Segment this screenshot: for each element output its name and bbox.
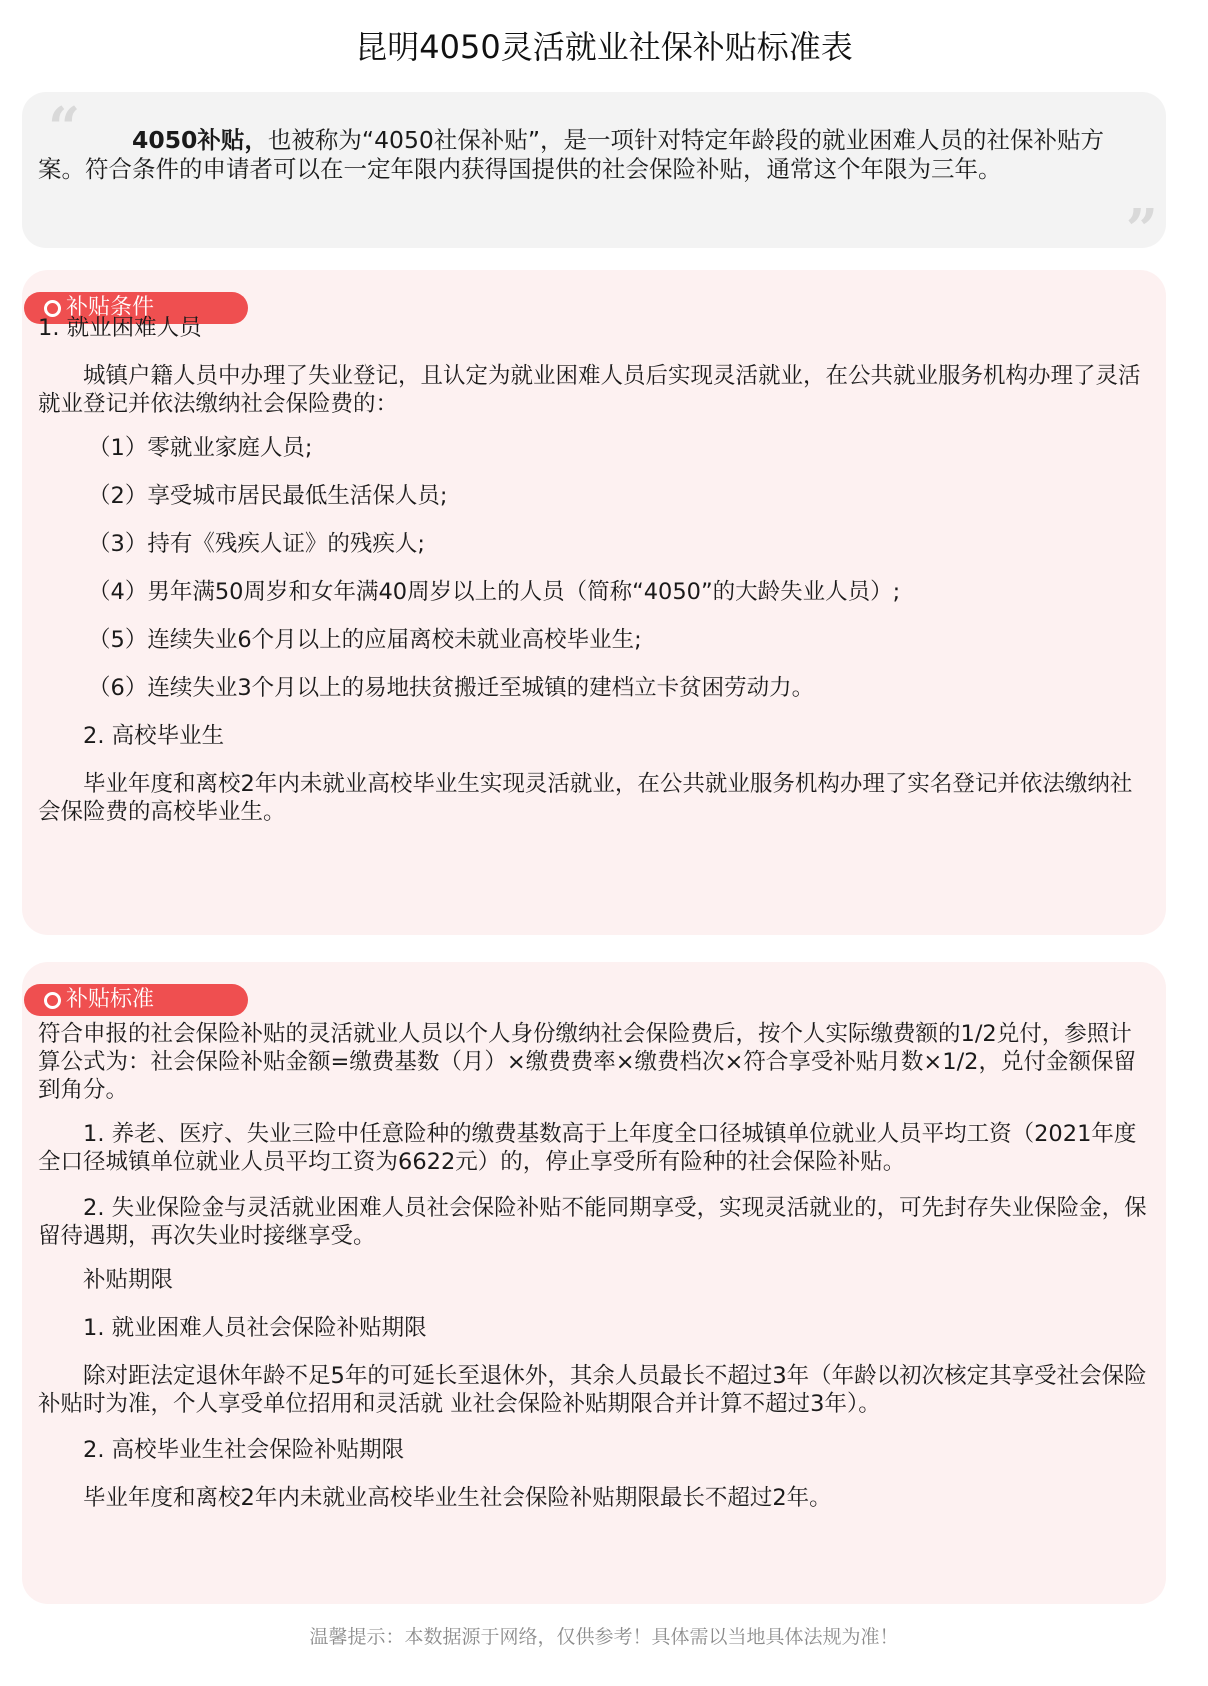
footer-note: 温馨提示：本数据源于网络，仅供参考！具体需以当地具体法规为准！: [309, 1626, 899, 1648]
standards-rule-1: 1. 养老、医疗、失业三险中任意险种的缴费基数高于上年度全口径城镇单位就业人员平均工资（2021年度全口径城镇单位就业人员平均工资为6622元）的，停止享受所有险种的社会保险补贴。: [38, 1121, 1137, 1175]
page-title: 昆明4050灵活就业社保补贴标准表: [355, 28, 853, 66]
conditions-section: [22, 270, 1166, 935]
close-quote-icon: ”: [1125, 197, 1158, 263]
standards-intro: 符合申报的社会保险补贴的灵活就业人员以个人身份缴纳社会保险费后，按个人实际缴费额的1/2兑付，参照计算公式为：社会保险补贴金额=缴费基数（月）×缴费费率×缴费档次×符合享受补贴月数×1/2，兑付金额保留到角分。: [38, 1021, 1136, 1103]
period-item-1: 1. 就业困难人员社会保险补贴期限: [83, 1315, 427, 1341]
standards-rule-2: 2. 失业保险金与灵活就业困难人员社会保险补贴不能同期享受，实现灵活就业的，可先封存失业保险金，保留待遇期，再次失业时接继享受。: [38, 1195, 1147, 1249]
condition-item-1-desc: 城镇户籍人员中办理了失业登记，且认定为就业困难人员后实现灵活就业，在公共就业服务机构办理了灵活就业登记并依法缴纳社会保险费的：: [38, 363, 1141, 417]
period-item-2: 2. 高校毕业生社会保险补贴期限: [83, 1437, 405, 1463]
period-heading: 补贴期限: [83, 1267, 174, 1293]
intro-bold: 4050补贴，: [132, 126, 268, 154]
condition-item-2: 2. 高校毕业生: [83, 723, 225, 749]
condition-sub-4: （4）男年满50周岁和女年满40周岁以上的人员（简称“4050”的大龄失业人员）;: [88, 579, 901, 605]
condition-item-1: 1. 就业困难人员: [38, 315, 202, 341]
condition-sub-1: （1）零就业家庭人员;: [88, 435, 313, 461]
standards-section: [22, 962, 1166, 1604]
conditions-heading: 补贴条件: [66, 295, 155, 320]
condition-sub-3: （3）持有《残疾人证》的残疾人;: [88, 531, 425, 557]
circle-icon: [44, 992, 61, 1009]
condition-sub-6: （6）连续失业3个月以上的易地扶贫搬迁至城镇的建档立卡贫困劳动力。: [88, 675, 815, 701]
open-quote-icon: “: [48, 95, 81, 161]
standards-heading: 补贴标准: [66, 987, 155, 1012]
intro-text: [38, 126, 1150, 184]
intro-body: 也被称为“4050社保补贴”，是一项针对特定年龄段的就业困难人员的社保补贴方案。符合条件的申请者可以在一定年限内获得国提供的社会保险补贴，通常这个年限为三年。: [38, 126, 1105, 183]
intro-box: [22, 92, 1166, 263]
standards-heading-pill: [24, 984, 248, 1016]
condition-item-2-desc: 毕业年度和离校2年内未就业高校毕业生实现灵活就业，在公共就业服务机构办理了实名登记并依法缴纳社会保险费的高校毕业生。: [38, 771, 1133, 825]
condition-sub-2: （2）享受城市居民最低生活保人员;: [88, 483, 448, 509]
period-item-1-desc: 除对距法定退休年龄不足5年的可延长至退休外，其余人员最长不超过3年（年龄以初次核定其享受社会保险补贴时为准，个人享受单位招用和灵活就 业社会保险补贴期限合并计算不超过3年）。: [38, 1363, 1147, 1417]
condition-sub-5: （5）连续失业6个月以上的应届离校未就业高校毕业生;: [88, 627, 642, 653]
period-item-2-desc: 毕业年度和离校2年内未就业高校毕业生社会保险补贴期限最长不超过2年。: [83, 1485, 832, 1511]
